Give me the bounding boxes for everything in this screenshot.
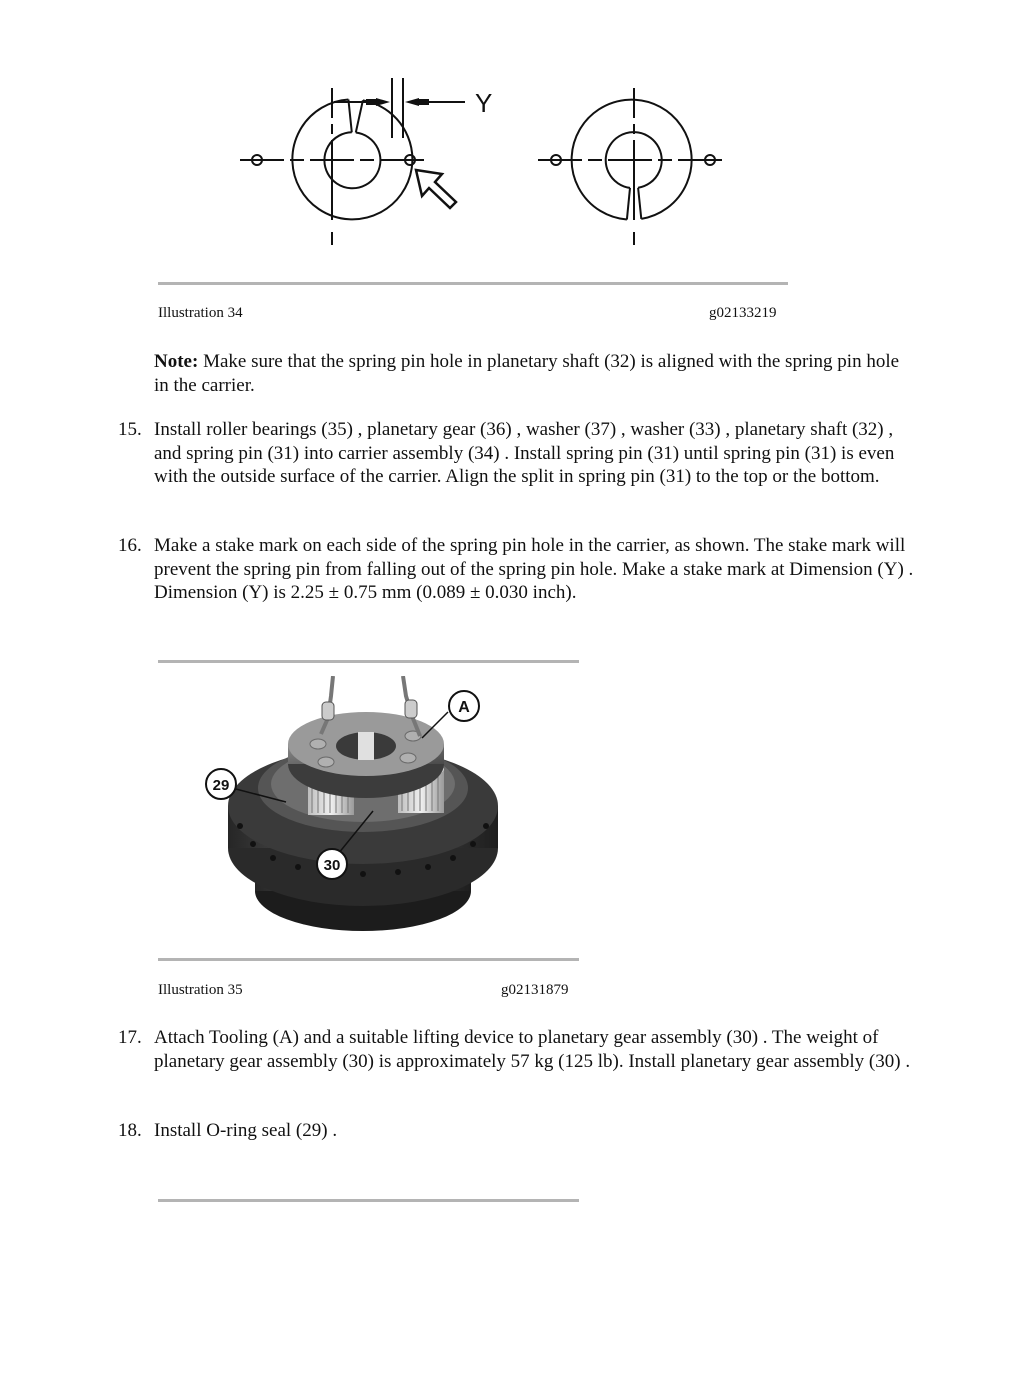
illustration-35-bottom-rule [158, 958, 579, 961]
callout-a: A [458, 699, 470, 716]
callout-30: 30 [323, 857, 341, 874]
illustration-34-code: g02133219 [709, 305, 777, 321]
illustration-35-image [198, 676, 518, 951]
next-illustration-rule [158, 1199, 579, 1202]
illustration-35-caption: Illustration 35 [158, 982, 243, 998]
dimension-y-label: Y [475, 88, 493, 118]
step-17-number: 17. [118, 1027, 142, 1048]
step-15-number: 15. [118, 419, 142, 440]
callout-29: 29 [212, 777, 230, 794]
step-15-text: Install roller bearings (35) , planetary gear (36) , washer (37) , washer (33) , planetary shaft (32) , and spring pin (31) into carrier assembly (34) . Install spring pin (31) until spring pin (31) is even with the outside surface of the carrier. Align the split in spring pin (31) to the top or the bottom. [154, 419, 895, 487]
illustration-35-code: g02131879 [501, 982, 569, 998]
step-17-text: Attach Tooling (A) and a suitable lifting device to planetary gear assembly (30) . The weight of planetary gear assembly (30) is approximately 57 kg (125 lb). Install planetary gear assembly (30) . [154, 1027, 911, 1072]
step-16-number: 16. [118, 535, 142, 556]
illustration-35-top-rule [158, 660, 579, 663]
note-text: Make sure that the spring pin hole in planetary shaft (32) is aligned with the spring pin hole in the carrier. [154, 351, 900, 396]
illustration-34-caption: Illustration 34 [158, 305, 243, 321]
note-paragraph [154, 350, 914, 397]
illustration-34-diagram [230, 70, 740, 260]
note-label: Note: [154, 351, 199, 372]
step-18-text: Install O-ring seal (29) . [154, 1120, 338, 1141]
step-16-text: Make a stake mark on each side of the spring pin hole in the carrier, as shown. The stake mark will prevent the spring pin from falling out of the spring pin hole. Make a stake mark at Dimension (Y) . Dimension (Y) is 2.25 ± 0.75 mm (0.089 ± 0.030 inch). [154, 535, 914, 603]
step-18-number: 18. [118, 1120, 142, 1141]
illustration-34-rule [158, 282, 788, 285]
